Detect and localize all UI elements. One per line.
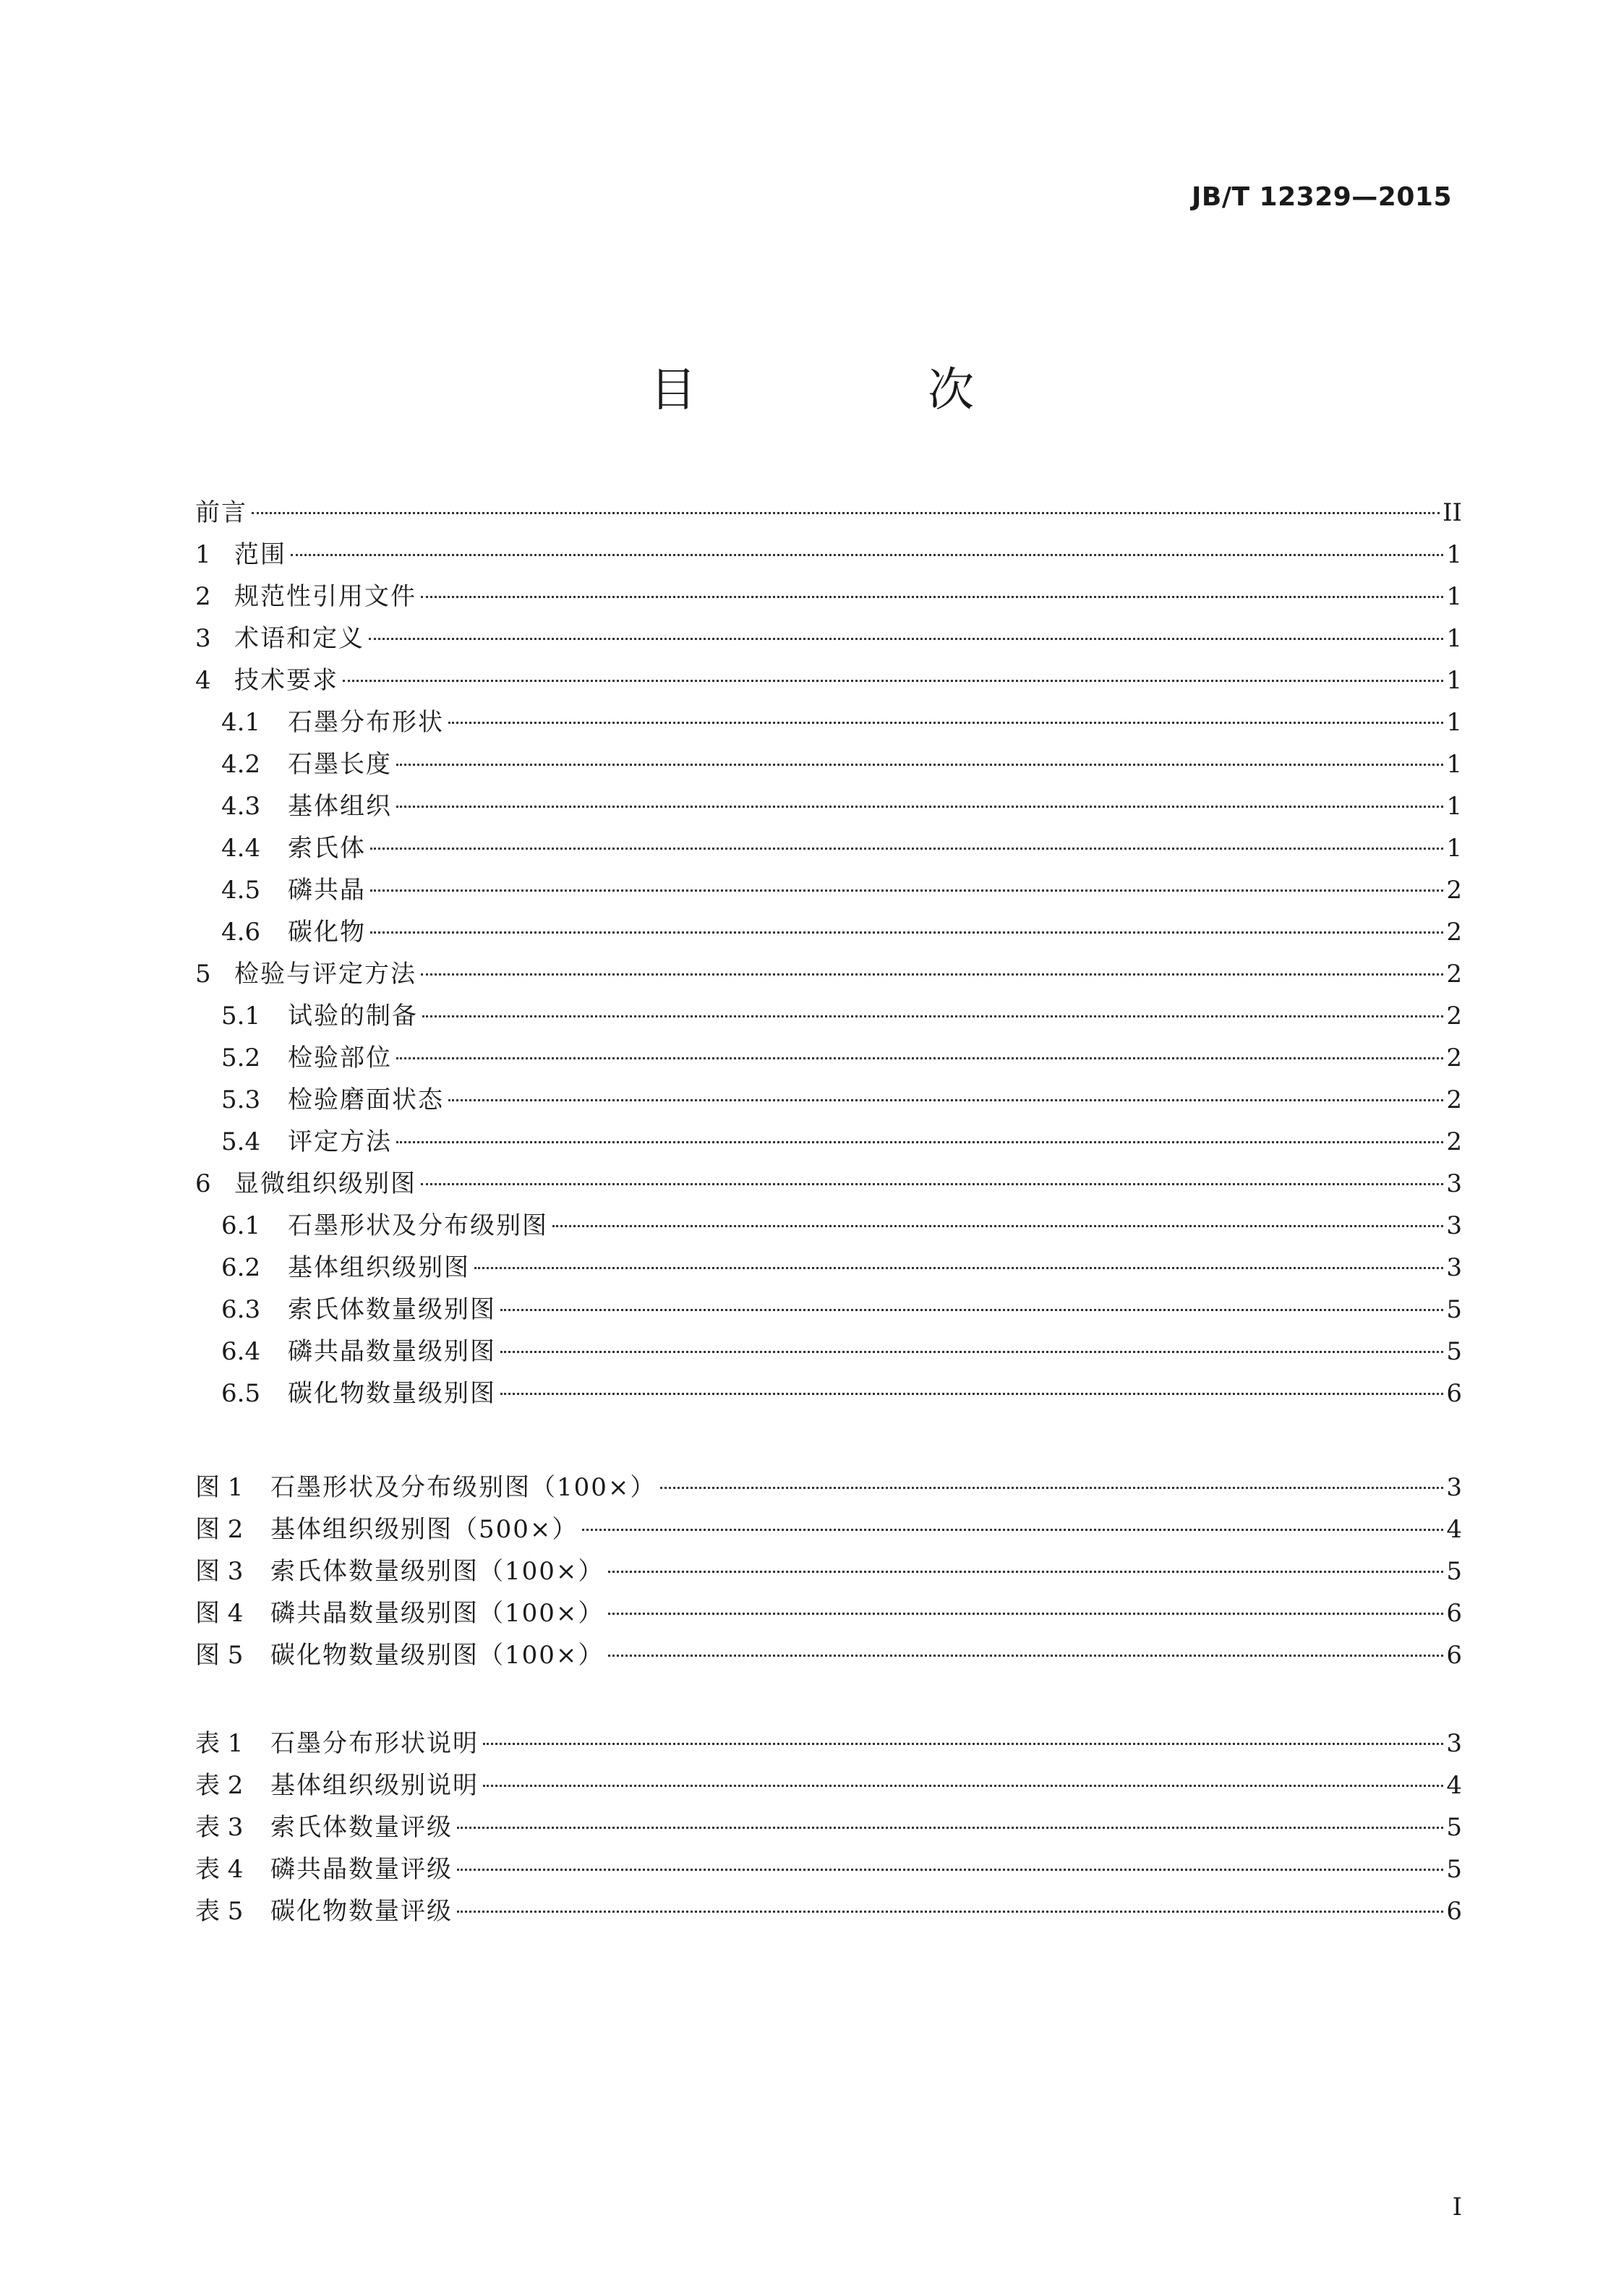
entry-label: 磷共晶 bbox=[288, 876, 366, 905]
entry-page-number: 2 bbox=[1446, 960, 1462, 989]
dot-leader bbox=[457, 1827, 1443, 1829]
entry-page-number: 2 bbox=[1446, 1002, 1462, 1030]
entry-number: 图 5 bbox=[195, 1641, 244, 1670]
entry-number: 5.3 bbox=[221, 1085, 261, 1114]
toc-entry[interactable] bbox=[195, 953, 1462, 995]
entry-number: 6.2 bbox=[221, 1253, 261, 1282]
entry-page-number: 5 bbox=[1446, 1295, 1462, 1324]
toc-entry[interactable] bbox=[195, 534, 1462, 576]
entry-page-number: 6 bbox=[1446, 1897, 1462, 1926]
entry-page-number: 1 bbox=[1446, 708, 1462, 737]
entry-number: 表 5 bbox=[195, 1897, 244, 1926]
entry-page-number: 4 bbox=[1446, 1771, 1462, 1800]
toc-entry[interactable] bbox=[195, 660, 1462, 701]
entry-label: 碳化物数量评级 bbox=[270, 1897, 453, 1926]
entry-label: 碳化物数量级别图 bbox=[288, 1379, 496, 1408]
entry-number: 3 bbox=[195, 624, 211, 653]
entry-label: 磷共晶数量评级 bbox=[270, 1855, 453, 1884]
entry-number: 4.3 bbox=[221, 792, 261, 821]
entry-page-number: 3 bbox=[1446, 1729, 1462, 1758]
table-entry[interactable] bbox=[195, 1806, 1462, 1848]
table-entry[interactable] bbox=[195, 1764, 1462, 1806]
entry-label: 基体组织 bbox=[288, 792, 392, 821]
entry-page-number: 4 bbox=[1446, 1515, 1462, 1544]
entry-page-number: 2 bbox=[1446, 1044, 1462, 1072]
entry-label: 索氏体数量评级 bbox=[270, 1813, 453, 1842]
toc-entry[interactable] bbox=[195, 1205, 1462, 1247]
entry-page-number: 3 bbox=[1446, 1211, 1462, 1240]
entry-number: 表 2 bbox=[195, 1771, 244, 1800]
toc-entry[interactable] bbox=[195, 743, 1462, 785]
dot-leader bbox=[500, 1351, 1443, 1353]
figure-entry[interactable] bbox=[195, 1550, 1462, 1592]
entry-page-number: II bbox=[1443, 498, 1462, 527]
dot-leader bbox=[552, 1225, 1443, 1227]
toc-entry[interactable] bbox=[195, 1331, 1462, 1373]
entry-label: 检验磨面状态 bbox=[288, 1085, 444, 1114]
entry-page-number: 6 bbox=[1446, 1379, 1462, 1408]
entry-page-number: 2 bbox=[1446, 1127, 1462, 1156]
entry-number: 6.3 bbox=[221, 1295, 261, 1324]
dot-leader bbox=[500, 1393, 1443, 1395]
entry-page-number: 1 bbox=[1446, 666, 1462, 695]
standard-number: JB/T 12329—2015 bbox=[1191, 182, 1452, 212]
entry-number: 图 4 bbox=[195, 1599, 244, 1628]
table-entry[interactable] bbox=[195, 1890, 1462, 1932]
dot-leader bbox=[421, 973, 1443, 976]
entry-page-number: 6 bbox=[1446, 1641, 1462, 1670]
toc-entry[interactable] bbox=[195, 492, 1462, 534]
toc-entry[interactable] bbox=[195, 1079, 1462, 1121]
entry-label: 范围 bbox=[234, 540, 286, 569]
dot-leader bbox=[500, 1309, 1443, 1311]
entry-number: 图 3 bbox=[195, 1557, 244, 1586]
toc-entry[interactable] bbox=[195, 701, 1462, 743]
entry-label: 基体组织级别说明 bbox=[270, 1771, 479, 1800]
entry-number: 1 bbox=[195, 540, 211, 569]
entry-number: 6.4 bbox=[221, 1337, 261, 1366]
dot-leader bbox=[608, 1655, 1443, 1657]
entry-number: 6.5 bbox=[221, 1379, 261, 1408]
page-number: I bbox=[1452, 2193, 1462, 2222]
entry-page-number: 1 bbox=[1446, 582, 1462, 611]
entry-number: 表 4 bbox=[195, 1855, 244, 1884]
entry-number: 2 bbox=[195, 582, 211, 611]
entry-number: 4.6 bbox=[221, 918, 261, 947]
entry-label: 碳化物数量级别图（100×） bbox=[270, 1641, 604, 1670]
entry-label: 试验的制备 bbox=[288, 1002, 418, 1030]
entry-label: 索氏体 bbox=[288, 834, 366, 863]
toc-entry[interactable] bbox=[195, 1121, 1462, 1163]
table-of-contents bbox=[195, 492, 1462, 1414]
entry-label: 石墨分布形状说明 bbox=[270, 1729, 479, 1758]
dot-leader bbox=[582, 1529, 1443, 1531]
dot-leader bbox=[396, 806, 1443, 808]
toc-entry[interactable] bbox=[195, 911, 1462, 953]
page-title: 目 次 bbox=[649, 364, 1083, 417]
toc-entry[interactable] bbox=[195, 869, 1462, 911]
entry-number: 表 3 bbox=[195, 1813, 244, 1842]
entry-number: 4.4 bbox=[221, 834, 261, 863]
entry-label: 评定方法 bbox=[288, 1127, 392, 1156]
entry-number: 4.2 bbox=[221, 750, 261, 779]
dot-leader bbox=[457, 1911, 1443, 1913]
entry-page-number: 1 bbox=[1446, 624, 1462, 653]
entry-number: 6 bbox=[195, 1169, 211, 1198]
toc-entry[interactable] bbox=[195, 576, 1462, 618]
entry-number: 5.1 bbox=[221, 1002, 261, 1030]
dot-leader bbox=[252, 512, 1440, 514]
dot-leader bbox=[369, 638, 1443, 640]
entry-label: 磷共晶数量级别图 bbox=[288, 1337, 496, 1366]
entry-label: 基体组织级别图 bbox=[288, 1253, 470, 1282]
entry-label: 术语和定义 bbox=[234, 624, 364, 653]
figure-entry[interactable] bbox=[195, 1467, 1462, 1509]
dot-leader bbox=[421, 596, 1443, 598]
entry-page-number: 3 bbox=[1446, 1473, 1462, 1502]
toc-entry[interactable] bbox=[195, 827, 1462, 869]
entry-page-number: 1 bbox=[1446, 834, 1462, 863]
dot-leader bbox=[370, 848, 1443, 850]
dot-leader bbox=[421, 1183, 1443, 1185]
entry-label: 规范性引用文件 bbox=[234, 582, 416, 611]
dot-leader bbox=[660, 1487, 1443, 1489]
dot-leader bbox=[474, 1267, 1443, 1269]
entry-number: 5 bbox=[195, 960, 211, 989]
toc-entry[interactable] bbox=[195, 1037, 1462, 1079]
dot-leader bbox=[370, 931, 1443, 934]
toc-entry[interactable] bbox=[195, 1373, 1462, 1414]
entry-label: 技术要求 bbox=[234, 666, 338, 695]
entry-label: 检验部位 bbox=[288, 1044, 392, 1072]
entry-page-number: 2 bbox=[1446, 1085, 1462, 1114]
entry-label: 前言 bbox=[195, 498, 247, 527]
entry-page-number: 2 bbox=[1446, 918, 1462, 947]
entry-page-number: 3 bbox=[1446, 1253, 1462, 1282]
table-entry[interactable] bbox=[195, 1723, 1462, 1764]
entry-number: 4 bbox=[195, 666, 211, 695]
dot-leader bbox=[483, 1743, 1443, 1745]
figure-entry[interactable] bbox=[195, 1634, 1462, 1676]
figure-entry[interactable] bbox=[195, 1509, 1462, 1550]
toc-entry[interactable] bbox=[195, 618, 1462, 660]
entry-page-number: 1 bbox=[1446, 792, 1462, 821]
list-of-tables bbox=[195, 1723, 1462, 1932]
entry-label: 检验与评定方法 bbox=[234, 960, 416, 989]
entry-number: 5.2 bbox=[221, 1044, 261, 1072]
dot-leader bbox=[457, 1869, 1443, 1871]
toc-entry[interactable] bbox=[195, 785, 1462, 827]
entry-page-number: 5 bbox=[1446, 1855, 1462, 1884]
entry-number: 图 1 bbox=[195, 1473, 244, 1502]
dot-leader bbox=[396, 1057, 1443, 1059]
entry-label: 石墨形状及分布级别图（100×） bbox=[270, 1473, 657, 1502]
entry-label: 磷共晶数量级别图（100×） bbox=[270, 1599, 604, 1628]
dot-leader bbox=[396, 764, 1443, 766]
entry-number: 表 1 bbox=[195, 1729, 244, 1758]
entry-page-number: 3 bbox=[1446, 1169, 1462, 1198]
entry-label: 索氏体数量级别图（100×） bbox=[270, 1557, 604, 1586]
entry-label: 基体组织级别图（500×） bbox=[270, 1515, 578, 1544]
entry-label: 显微组织级别图 bbox=[234, 1169, 416, 1198]
entry-page-number: 5 bbox=[1446, 1557, 1462, 1586]
dot-leader bbox=[370, 889, 1443, 892]
entry-page-number: 1 bbox=[1446, 540, 1462, 569]
entry-number: 4.1 bbox=[221, 708, 261, 737]
dot-leader bbox=[448, 1099, 1443, 1101]
entry-label: 石墨分布形状 bbox=[288, 708, 444, 737]
entry-label: 碳化物 bbox=[288, 918, 366, 947]
figure-entry[interactable] bbox=[195, 1592, 1462, 1634]
entry-page-number: 1 bbox=[1446, 750, 1462, 779]
dot-leader bbox=[448, 722, 1443, 724]
dot-leader bbox=[608, 1571, 1443, 1573]
entry-label: 石墨形状及分布级别图 bbox=[288, 1211, 548, 1240]
entry-page-number: 5 bbox=[1446, 1813, 1462, 1842]
dot-leader bbox=[396, 1141, 1443, 1143]
toc-entry[interactable] bbox=[195, 995, 1462, 1037]
entry-number: 5.4 bbox=[221, 1127, 261, 1156]
dot-leader bbox=[422, 1015, 1443, 1017]
entry-label: 石墨长度 bbox=[288, 750, 392, 779]
toc-entry[interactable] bbox=[195, 1163, 1462, 1205]
entry-page-number: 6 bbox=[1446, 1599, 1462, 1628]
dot-leader bbox=[291, 554, 1443, 556]
entry-number: 图 2 bbox=[195, 1515, 244, 1544]
entry-page-number: 5 bbox=[1446, 1337, 1462, 1366]
dot-leader bbox=[343, 680, 1443, 682]
table-entry[interactable] bbox=[195, 1848, 1462, 1890]
toc-entry[interactable] bbox=[195, 1289, 1462, 1331]
dot-leader bbox=[608, 1613, 1443, 1615]
entry-label: 索氏体数量级别图 bbox=[288, 1295, 496, 1324]
toc-entry[interactable] bbox=[195, 1247, 1462, 1289]
dot-leader bbox=[483, 1785, 1443, 1787]
entry-number: 6.1 bbox=[221, 1211, 261, 1240]
list-of-figures bbox=[195, 1467, 1462, 1676]
entry-page-number: 2 bbox=[1446, 876, 1462, 905]
entry-number: 4.5 bbox=[221, 876, 261, 905]
